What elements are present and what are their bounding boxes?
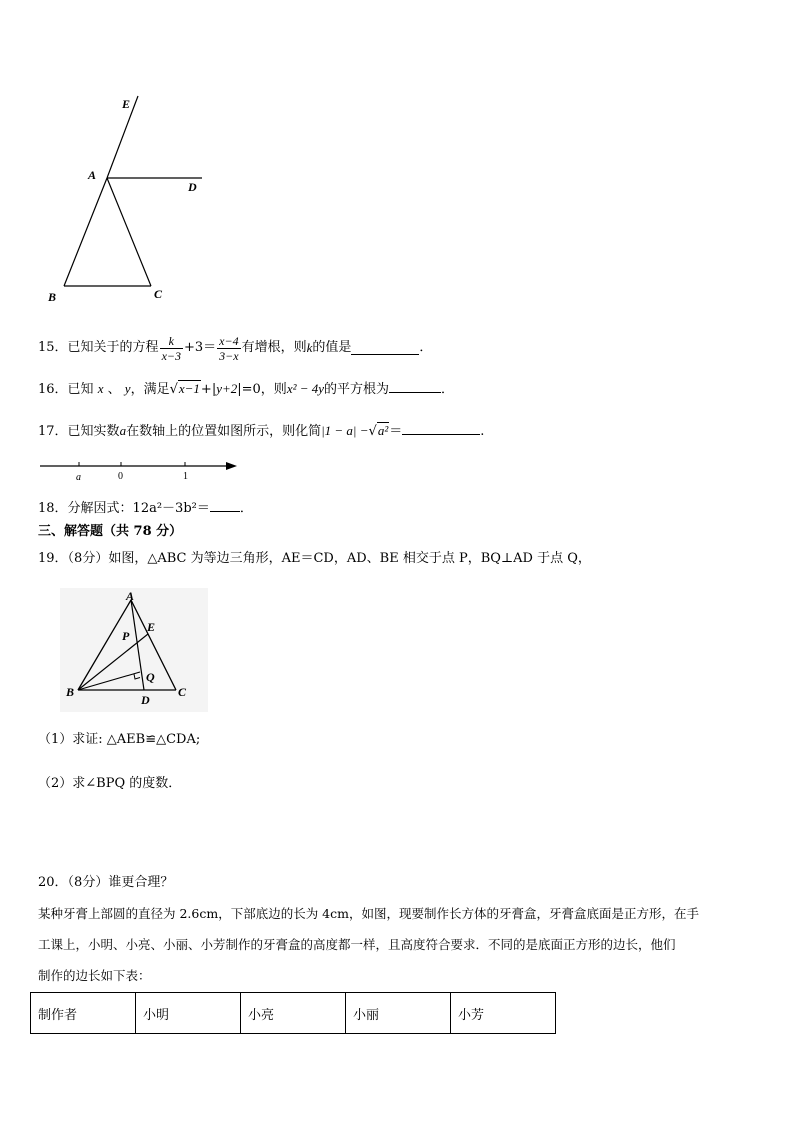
table-cell-maker: 制作者 <box>31 993 136 1034</box>
q16-eq0: |=0 <box>237 382 261 397</box>
q19-points: （8分） <box>67 551 109 566</box>
q18-number: 18． <box>38 501 68 516</box>
q15-answer-blank[interactable] <box>351 342 419 355</box>
q20-points: （8分） <box>67 875 109 890</box>
label-b: B <box>48 290 57 304</box>
q18-text: 分解因式：12a²－3b²＝ <box>67 501 210 516</box>
q17-a: a <box>119 423 127 438</box>
q15-mid: +3＝ <box>184 340 217 355</box>
q17-end: . <box>480 424 485 439</box>
number-line <box>36 455 246 485</box>
question-18 <box>38 499 253 517</box>
table-cell-xiaoliang: 小亮 <box>241 993 346 1034</box>
q16-sep: 、 <box>107 382 121 397</box>
q18-answer-blank[interactable] <box>210 499 240 512</box>
q19-number: 19． <box>38 551 68 566</box>
fig2-label-d: D <box>141 693 150 707</box>
q16-answer-blank[interactable] <box>389 380 441 393</box>
q15-number: 15． <box>38 340 68 355</box>
question-20-heading <box>38 875 173 891</box>
q20-number: 20． <box>38 875 68 890</box>
label-c: C <box>154 287 163 301</box>
label-d: D <box>188 180 197 194</box>
section-title: 三、解答题（共 78 分） <box>38 524 183 539</box>
q16-x: x <box>97 381 104 396</box>
q15-var: k <box>306 340 313 355</box>
question-16 <box>38 380 454 398</box>
q15-fraction-2 <box>217 334 240 363</box>
fig2-label-b: B <box>66 685 75 699</box>
line-ac <box>107 178 151 286</box>
q16-text1: 已知 <box>67 382 94 397</box>
maker-table <box>30 992 556 1034</box>
table-cell-xiaoli: 小丽 <box>346 993 451 1034</box>
q16-y: y <box>124 381 131 396</box>
question-19 <box>38 551 591 567</box>
q18-end: ． <box>239 501 253 516</box>
q16-end: ． <box>441 382 455 397</box>
q15-text2: 有增根，则 <box>241 340 307 355</box>
q16-abs-open: +| <box>200 382 217 397</box>
q15-text1: 已知关于的方程 <box>67 340 159 355</box>
q15-fraction-1 <box>160 334 183 363</box>
label-a: A <box>88 168 97 182</box>
label-e: E <box>122 97 131 111</box>
q15-frac1-denominator: x−3 <box>161 348 181 363</box>
q15-text3: 的值是 <box>312 340 352 355</box>
fig2-label-p: P <box>122 629 130 643</box>
q15-frac2-numerator: x−4 <box>219 333 239 348</box>
q17-radicand: a² <box>377 423 389 438</box>
q16-radicand: x−1 <box>178 381 200 396</box>
q16-text3: ，则 <box>260 382 287 397</box>
label-a: a <box>76 472 81 483</box>
table-cell-xiaofang: 小芳 <box>451 993 556 1034</box>
question-15 <box>38 330 432 366</box>
line-ab <box>64 178 107 286</box>
table-cell-xiaoming: 小明 <box>136 993 241 1034</box>
q19-part-2: （2）求∠BPQ 的度数． <box>38 776 182 791</box>
table-row <box>31 993 556 1034</box>
q17-sqrt-sign: √ <box>368 424 377 439</box>
q17-number: 17． <box>38 424 68 439</box>
q20-line-3: 制作的边长如下表： <box>38 968 151 983</box>
q15-frac1-numerator: k <box>160 334 183 349</box>
figure-triangle-abc <box>40 90 220 310</box>
figure-equilateral-triangle <box>60 588 208 712</box>
question-17 <box>38 422 484 440</box>
q16-abs-expr: y+2 <box>216 381 238 396</box>
q16-expr: x² − 4y <box>286 381 325 396</box>
fig2-label-e: E <box>147 620 156 634</box>
q17-eq: ＝ <box>389 424 403 439</box>
q16-text2: ，满足 <box>130 382 170 397</box>
q16-sqrt-sign: √ <box>169 382 178 397</box>
label-0: 0 <box>118 471 123 482</box>
q19-text: 如图，△ABC 为等边三角形，AE＝CD，AD、BE 相交于点 P，BQ⊥AD 于点 Q， <box>108 551 591 566</box>
q17-expr1: |1 − a| − <box>321 423 369 438</box>
q17-text2: 在数轴上的位置如图所示，则化简 <box>126 424 322 439</box>
q17-answer-blank[interactable] <box>402 422 480 435</box>
number-line-arrow <box>226 462 237 470</box>
q15-end: ． <box>419 340 433 355</box>
fig2-label-q: Q <box>146 670 155 684</box>
fig2-label-c: C <box>178 685 187 699</box>
q16-number: 16． <box>38 382 68 397</box>
q16-text4: 的平方根为 <box>324 382 390 397</box>
label-1: 1 <box>183 471 188 482</box>
q19-part-1: （1）求证: △AEB≌△CDA; <box>38 732 201 747</box>
q20-line-1: 某种牙膏上部圆的直径为 2.6cm，下部底边的长为 4cm，如图，现要制作长方体的牙膏盒，牙膏盒底面是正方形，在手 <box>38 906 699 921</box>
q20-title: 谁更合理？ <box>108 875 174 890</box>
q15-frac2-denominator: 3−x <box>219 348 239 363</box>
q17-text1: 已知实数 <box>67 424 120 439</box>
fig2-label-a: A <box>126 589 135 603</box>
q20-line-2: 工课上，小明、小亮、小丽、小芳制作的牙膏盒的高度都一样，且高度符合要求．不同的是底面正方形的边长，他们 <box>38 937 676 952</box>
